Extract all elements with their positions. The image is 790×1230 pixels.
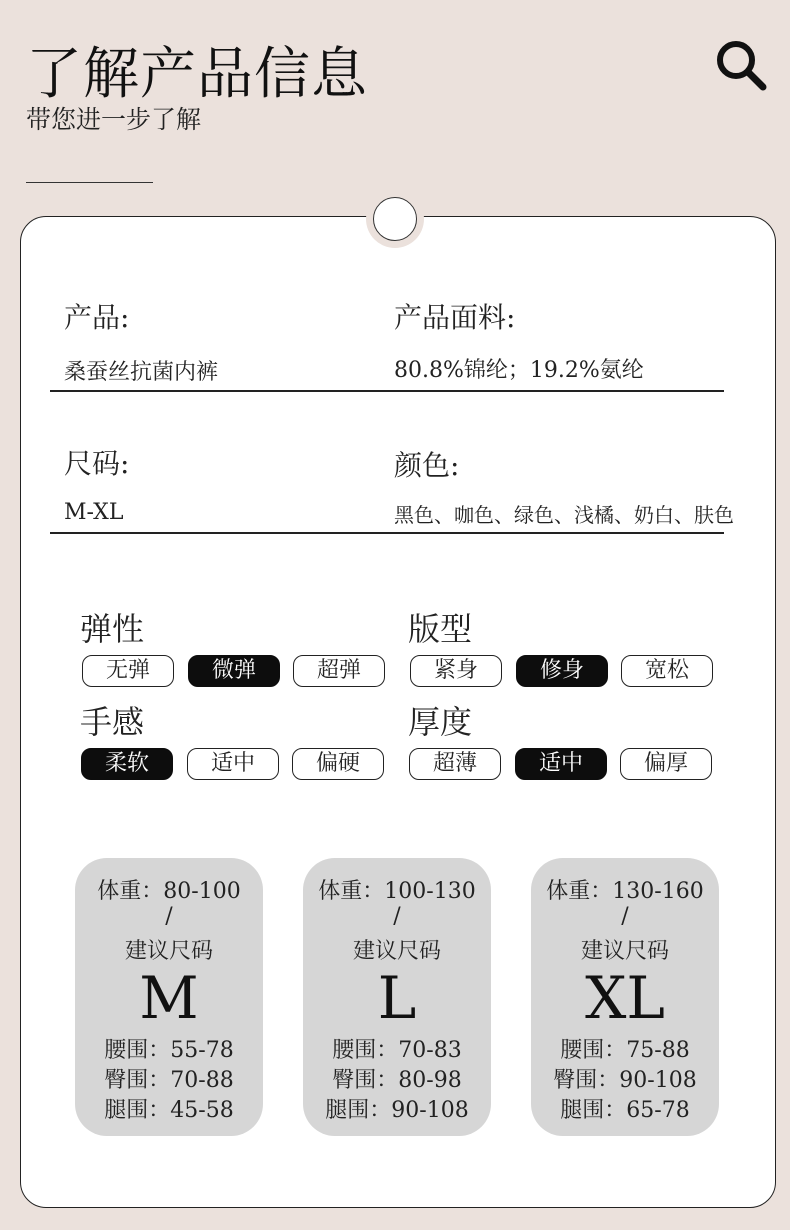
search-icon[interactable] (714, 38, 768, 92)
size-weight: 体重：130-160 (546, 879, 704, 904)
size-hip: 臀围：90-108 (553, 1068, 697, 1093)
size-card-l (303, 858, 491, 1136)
decorative-line (26, 182, 153, 183)
size-waist: 腰围：75-88 (560, 1038, 690, 1063)
fit-title: 版型 (408, 610, 473, 648)
size-slash: / (393, 904, 401, 929)
notch-circle-icon (373, 197, 417, 241)
size-rec-label: 建议尺码 (352, 939, 441, 964)
elasticity-option[interactable]: 超弹 (293, 655, 385, 687)
product-label: 产品: (64, 301, 130, 334)
size-thigh: 腿围：90-108 (325, 1098, 469, 1123)
thickness-title: 厚度 (408, 703, 473, 741)
size-label: 尺码: (64, 447, 130, 480)
feel-option[interactable]: 适中 (187, 748, 279, 780)
color-label: 颜色: (394, 449, 460, 482)
thickness-option[interactable]: 偏厚 (620, 748, 712, 780)
fabric-label: 产品面料: (394, 301, 516, 334)
divider (50, 532, 724, 534)
divider (50, 390, 724, 392)
feel-title: 手感 (80, 703, 145, 741)
size-card-xl (531, 858, 719, 1136)
feel-option[interactable]: 柔软 (81, 748, 173, 780)
size-hip: 臀围：70-88 (104, 1068, 234, 1093)
size-letter: L (377, 964, 417, 1032)
color-value: 黑色、咖色、绿色、浅橘、奶白、肤色 (394, 503, 734, 527)
feel-option[interactable]: 偏硬 (292, 748, 384, 780)
size-slash: / (621, 904, 629, 929)
thickness-option[interactable]: 适中 (515, 748, 607, 780)
page-subtitle: 带您进一步了解 (26, 105, 202, 134)
elasticity-title: 弹性 (80, 610, 145, 648)
product-value: 桑蚕丝抗菌内裤 (64, 360, 219, 385)
size-waist: 腰围：70-83 (332, 1038, 462, 1063)
size-value: M-XL (64, 500, 124, 525)
size-slash: / (165, 904, 173, 929)
size-weight: 体重：80-100 (97, 879, 241, 904)
size-thigh: 腿围：65-78 (560, 1098, 690, 1123)
size-letter: M (139, 964, 199, 1032)
size-waist: 腰围：55-78 (104, 1038, 234, 1063)
size-card-m (75, 858, 263, 1136)
fabric-value: 80.8%锦纶；19.2%氨纶 (394, 358, 644, 383)
size-hip: 臀围：80-98 (332, 1068, 462, 1093)
size-rec-label: 建议尺码 (580, 939, 669, 964)
size-letter: XL (585, 964, 665, 1032)
fit-option[interactable]: 修身 (516, 655, 608, 687)
size-thigh: 腿围：45-58 (104, 1098, 234, 1123)
thickness-option[interactable]: 超薄 (409, 748, 501, 780)
size-rec-label: 建议尺码 (124, 939, 213, 964)
elasticity-option[interactable]: 无弹 (82, 655, 174, 687)
elasticity-option[interactable]: 微弹 (188, 655, 280, 687)
size-weight: 体重：100-130 (318, 879, 476, 904)
page-title: 了解产品信息 (26, 42, 368, 107)
fit-option[interactable]: 宽松 (621, 655, 713, 687)
fit-option[interactable]: 紧身 (410, 655, 502, 687)
